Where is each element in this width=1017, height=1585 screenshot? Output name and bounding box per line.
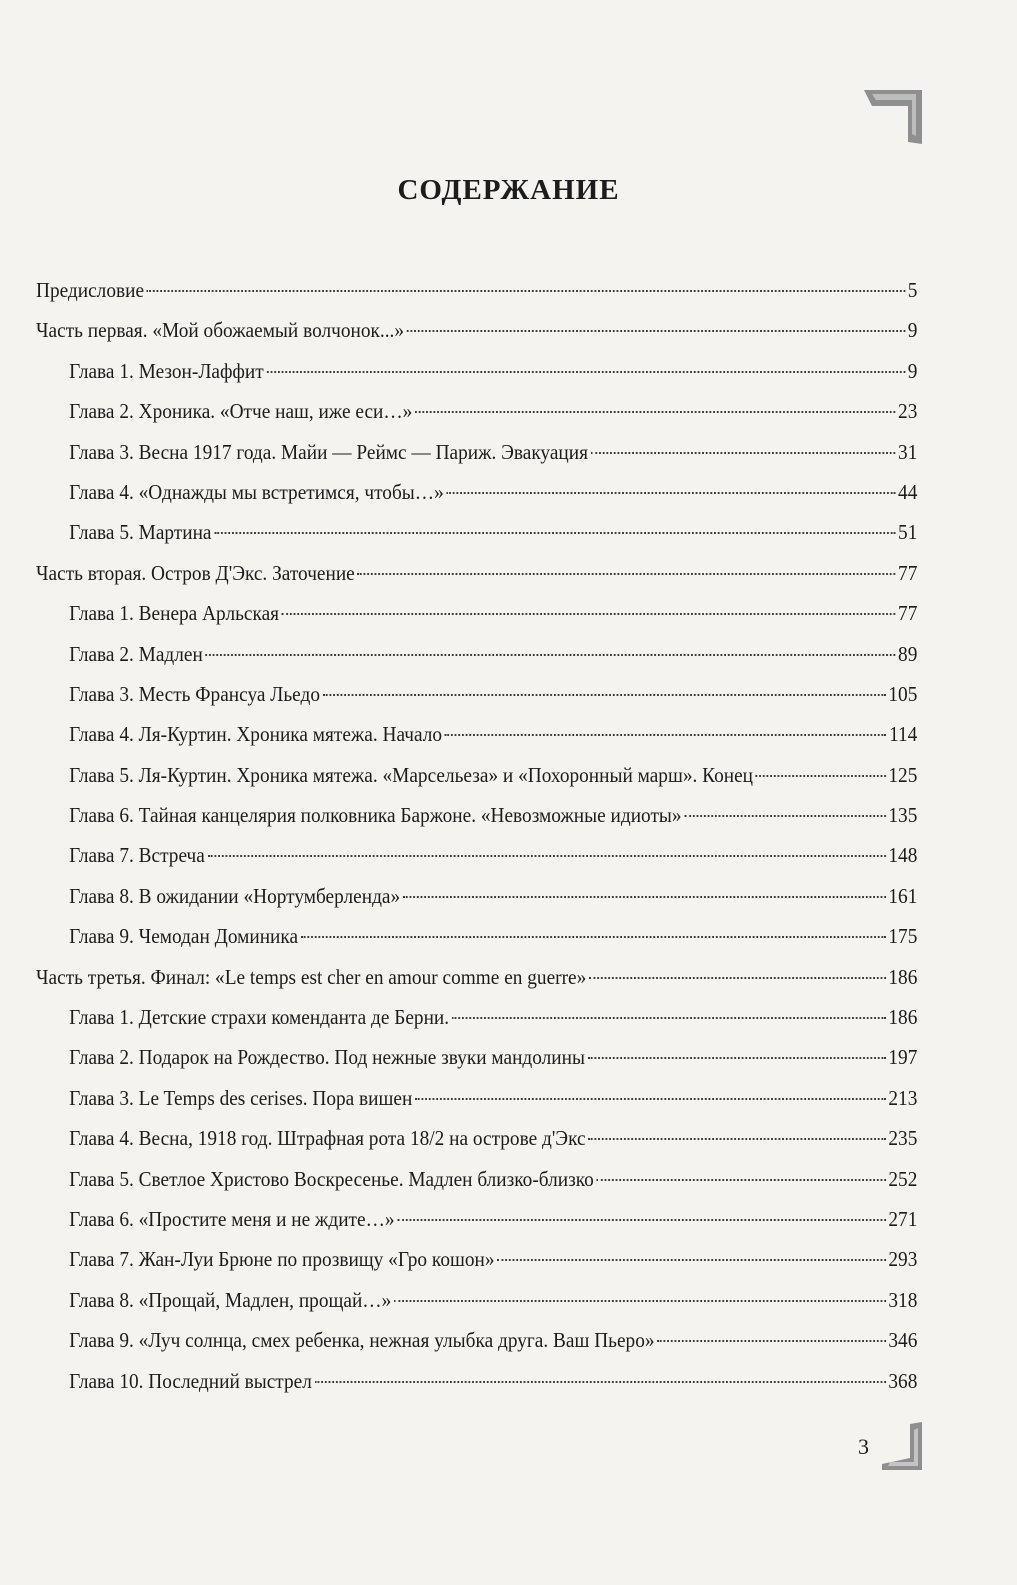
dot-leader bbox=[589, 977, 886, 979]
toc-entry-label: Глава 8. В ожидании «Нортумберленда» bbox=[69, 883, 401, 908]
toc-entry-page: 9 bbox=[907, 318, 918, 343]
toc-part-entry bbox=[36, 270, 917, 310]
toc-part-entry bbox=[36, 310, 917, 350]
toc-entry-page: 148 bbox=[888, 843, 918, 868]
toc-entry-label: Предисловие bbox=[36, 278, 145, 302]
dot-leader bbox=[588, 1138, 885, 1140]
toc-chapter-entry bbox=[36, 997, 917, 1037]
toc-chapter-entry bbox=[36, 795, 917, 835]
toc-entry-page: 77 bbox=[898, 560, 918, 585]
toc-chapter-entry bbox=[36, 714, 917, 754]
toc-entry-label: Глава 5. Мартина bbox=[69, 520, 212, 545]
toc-entry-label: Часть вторая. Остров Д'Экс. Заточение bbox=[36, 560, 355, 585]
toc-entry-label: Глава 2. Мадлен bbox=[69, 641, 203, 666]
toc-entry-page: 31 bbox=[898, 439, 918, 464]
toc-chapter-entry bbox=[36, 1037, 917, 1077]
corner-ornament-top-icon bbox=[862, 84, 924, 146]
toc-entry-label: Глава 1. Венера Арльская bbox=[69, 601, 280, 626]
toc-entry-page: 197 bbox=[888, 1045, 918, 1070]
toc-entry-label: Глава 2. Хроника. «Отче наш, иже еси…» bbox=[69, 399, 413, 424]
dot-leader bbox=[397, 1219, 885, 1221]
dot-leader bbox=[657, 1340, 885, 1342]
dot-leader bbox=[214, 532, 895, 534]
toc-entry-page: 9 bbox=[907, 358, 918, 383]
toc-entry-page: 44 bbox=[898, 479, 918, 504]
toc-chapter-entry bbox=[36, 1199, 917, 1239]
dot-leader bbox=[684, 815, 885, 817]
toc-entry-page: 125 bbox=[888, 762, 918, 787]
toc-part-entry bbox=[36, 957, 917, 997]
toc-entry-page: 135 bbox=[888, 803, 918, 828]
dot-leader bbox=[358, 573, 896, 575]
toc-entry-label: Глава 1. Мезон-Лаффит bbox=[69, 358, 264, 383]
dot-leader bbox=[452, 1017, 886, 1019]
toc-chapter-entry bbox=[36, 593, 917, 633]
toc-entry-label: Глава 3. Весна 1917 года. Майи — Реймс — Париж. Эвакуация bbox=[69, 439, 588, 464]
dot-leader bbox=[415, 1098, 886, 1100]
toc-entry-page: 51 bbox=[898, 520, 918, 545]
dot-leader bbox=[407, 330, 905, 332]
toc-chapter-entry bbox=[36, 432, 917, 472]
toc-chapter-entry bbox=[36, 916, 917, 956]
toc-entry-label: Глава 10. Последний выстрел bbox=[69, 1368, 312, 1393]
toc-chapter-entry bbox=[36, 876, 917, 916]
toc-entry-page: 89 bbox=[898, 641, 918, 666]
toc-entry-page: 252 bbox=[888, 1166, 918, 1191]
toc-entry-page: 186 bbox=[888, 964, 918, 989]
toc-entry-label: Глава 8. «Прощай, Мадлен, прощай…» bbox=[69, 1287, 392, 1312]
toc-entry-label: Глава 7. Жан-Луи Брюне по прозвищу «Гро кошон» bbox=[69, 1247, 495, 1272]
toc-part-entry bbox=[36, 553, 917, 593]
toc-entry-page: 175 bbox=[888, 924, 918, 949]
toc-chapter-entry bbox=[36, 1078, 917, 1118]
toc-chapter-entry bbox=[36, 391, 917, 431]
toc-entry-label: Часть первая. «Мой обожаемый волчонок...» bbox=[36, 318, 405, 343]
dot-leader bbox=[147, 290, 905, 292]
toc-chapter-entry bbox=[36, 1118, 917, 1158]
toc-entry-label: Глава 9. «Луч солнца, смех ребенка, нежная улыбка друга. Ваш Пьеро» bbox=[69, 1328, 655, 1353]
dot-leader bbox=[445, 734, 887, 736]
toc-entry-label: Глава 7. Встреча bbox=[69, 843, 205, 868]
toc-entry-label: Глава 3. Месть Франсуа Льедо bbox=[69, 681, 320, 706]
toc-entry-label: Глава 3. Le Temps des cerises. Пора вишен bbox=[69, 1085, 413, 1110]
toc-entry-page: 23 bbox=[898, 399, 918, 424]
toc-entry-label: Глава 4. Весна, 1918 год. Штрафная рота 18/2 на острове д'Экс bbox=[69, 1126, 586, 1151]
toc-chapter-entry bbox=[36, 755, 917, 795]
dot-leader bbox=[497, 1259, 885, 1261]
toc-entry-label: Глава 9. Чемодан Доминика bbox=[69, 924, 299, 949]
dot-leader bbox=[266, 371, 904, 373]
dot-leader bbox=[415, 411, 895, 413]
toc-chapter-entry bbox=[36, 674, 917, 714]
dot-leader bbox=[394, 1300, 886, 1302]
toc-entry-page: 368 bbox=[888, 1368, 918, 1393]
toc-entry-page: 161 bbox=[888, 883, 918, 908]
toc-entry-label: Глава 5. Светлое Христово Воскресенье. Мадлен близко-близко bbox=[69, 1166, 594, 1191]
toc-chapter-entry bbox=[36, 351, 917, 391]
toc-chapter-entry bbox=[36, 634, 917, 674]
toc-chapter-entry bbox=[36, 512, 917, 552]
toc-entry-page: 293 bbox=[888, 1247, 918, 1272]
toc-entry-page: 346 bbox=[888, 1328, 918, 1353]
toc-entry-label: Глава 2. Подарок на Рождество. Под нежные звуки мандолины bbox=[69, 1045, 585, 1070]
table-of-contents bbox=[36, 270, 918, 1401]
toc-entry-label: Глава 4. «Однажды мы встретимся, чтобы…» bbox=[69, 479, 444, 504]
dot-leader bbox=[403, 896, 886, 898]
toc-entry-label: Часть третья. Финал: «Le temps est cher en amour comme en guerre» bbox=[36, 964, 587, 989]
dot-leader bbox=[591, 452, 896, 454]
toc-chapter-entry bbox=[36, 1239, 917, 1279]
toc-entry-page: 213 bbox=[888, 1085, 918, 1110]
toc-chapter-entry bbox=[36, 1280, 917, 1320]
page-number: 3 bbox=[858, 1434, 869, 1459]
dot-leader bbox=[447, 492, 896, 494]
toc-entry-label: Глава 6. «Простите меня и не ждите…» bbox=[69, 1206, 395, 1231]
corner-ornament-bottom-icon bbox=[876, 1420, 924, 1472]
dot-leader bbox=[323, 694, 886, 696]
toc-entry-page: 105 bbox=[888, 681, 918, 706]
toc-entry-label: Глава 1. Детские страхи коменданта де Берни. bbox=[69, 1005, 450, 1030]
page-title: СОДЕРЖАНИЕ bbox=[397, 174, 620, 206]
dot-leader bbox=[597, 1179, 886, 1181]
toc-chapter-entry bbox=[36, 1361, 917, 1401]
dot-leader bbox=[208, 855, 886, 857]
toc-entry-page: 114 bbox=[889, 722, 918, 747]
toc-chapter-entry bbox=[36, 1159, 917, 1199]
dot-leader bbox=[206, 654, 896, 656]
toc-entry-page: 77 bbox=[898, 601, 918, 626]
toc-entry-page: 318 bbox=[888, 1287, 918, 1312]
toc-chapter-entry bbox=[36, 835, 917, 875]
toc-entry-page: 271 bbox=[888, 1206, 918, 1231]
dot-leader bbox=[315, 1381, 886, 1383]
toc-entry-page: 5 bbox=[907, 278, 918, 302]
dot-leader bbox=[301, 936, 886, 938]
dot-leader bbox=[588, 1057, 886, 1059]
toc-entry-label: Глава 6. Тайная канцелярия полковника Баржоне. «Невозможные идиоты» bbox=[69, 803, 682, 828]
toc-chapter-entry bbox=[36, 1320, 917, 1360]
toc-entry-page: 235 bbox=[888, 1126, 918, 1151]
dot-leader bbox=[282, 613, 895, 615]
dot-leader bbox=[756, 775, 886, 777]
toc-entry-label: Глава 4. Ля-Куртин. Хроника мятежа. Начало bbox=[69, 722, 443, 747]
toc-entry-page: 186 bbox=[888, 1005, 918, 1030]
toc-entry-label: Глава 5. Ля-Куртин. Хроника мятежа. «Марсельеза» и «Похоронный марш». Конец bbox=[69, 762, 753, 787]
toc-chapter-entry bbox=[36, 472, 917, 512]
